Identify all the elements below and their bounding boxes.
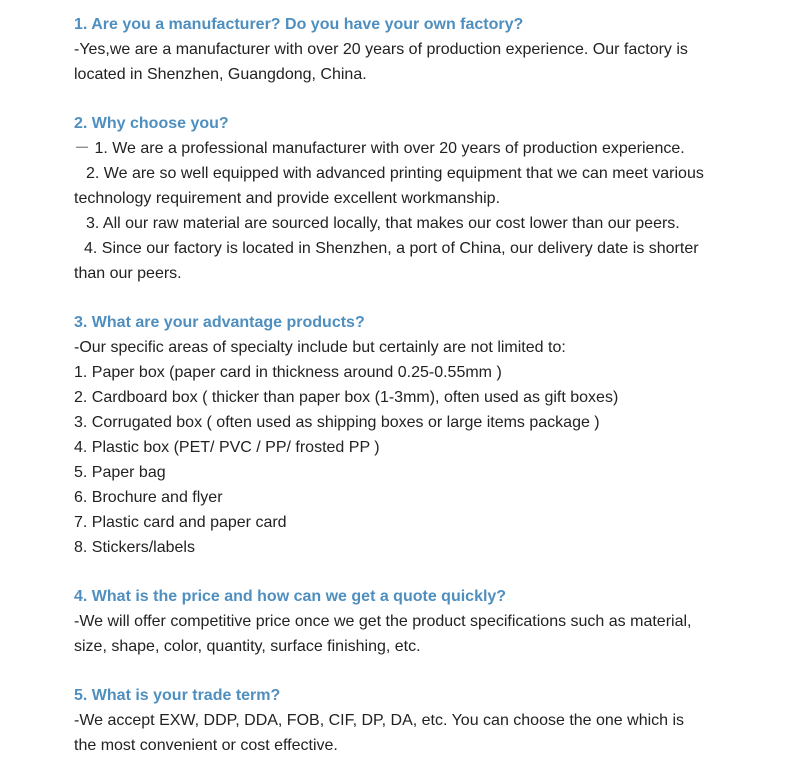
product-list-item: 5. Paper bag — [74, 464, 166, 481]
product-list-item: 7. Plastic card and paper card — [74, 514, 287, 531]
product-list-item: 1. Paper box (paper card in thickness around 0.25-0.55mm ) — [74, 364, 502, 381]
faq-answer-line: located in Shenzhen, Guangdong, China. — [74, 66, 367, 83]
product-list-item: 2. Cardboard box ( thicker than paper box (1-3mm), often used as gift boxes) — [74, 389, 619, 406]
faq-question: 4. What is the price and how can we get a quote quickly? — [74, 588, 507, 605]
faq-question: 2. Why choose you? — [74, 115, 229, 132]
faq-answer-line: 3. All our raw material are sourced locally, that makes our cost lower than our peers. — [86, 215, 680, 232]
faq-answer-line: -We accept EXW, DDP, DDA, FOB, CIF, DP, DA, etc. You can choose the one which is — [74, 712, 685, 729]
faq-item-1 — [74, 12, 764, 87]
faq-item-4 — [74, 584, 764, 659]
faq-question: 5. What is your trade term? — [74, 687, 281, 704]
faq-answer-line: -We will offer competitive price once we get the product specifications such as material, — [74, 613, 692, 630]
faq-answer-line: -Yes,we are a manufacturer with over 20 years of production experience. Our factory is — [74, 41, 688, 58]
product-list-item: 6. Brochure and flyer — [74, 489, 223, 506]
faq-answer-line: 4. Since our factory is located in Shenzhen, a port of China, our delivery date is shorter — [84, 240, 699, 257]
faq-answer-line: － 1. We are a professional manufacturer with over 20 years of production experience. — [74, 140, 685, 157]
faq-question: 1. Are you a manufacturer? Do you have your own factory? — [74, 16, 524, 33]
product-list-item: 4. Plastic box (PET/ PVC / PP/ frosted PP ) — [74, 439, 380, 456]
faq-answer-line: -Our specific areas of specialty include but certainly are not limited to: — [74, 339, 566, 356]
product-list-item: 3. Corrugated box ( often used as shipping boxes or large items package ) — [74, 414, 600, 431]
faq-document — [74, 12, 764, 782]
faq-answer-line: than our peers. — [74, 265, 182, 282]
faq-item-2 — [74, 111, 764, 286]
faq-item-3 — [74, 310, 764, 560]
product-list-item: 8. Stickers/labels — [74, 539, 195, 556]
faq-answer-line: 2. We are so well equipped with advanced printing equipment that we can meet various — [86, 165, 704, 182]
faq-answer-line: the most convenient or cost effective. — [74, 737, 338, 754]
faq-answer-line: size, shape, color, quantity, surface finishing, etc. — [74, 638, 421, 655]
faq-answer-line: technology requirement and provide excellent workmanship. — [74, 190, 501, 207]
faq-item-5 — [74, 683, 764, 758]
faq-question: 3. What are your advantage products? — [74, 314, 365, 331]
